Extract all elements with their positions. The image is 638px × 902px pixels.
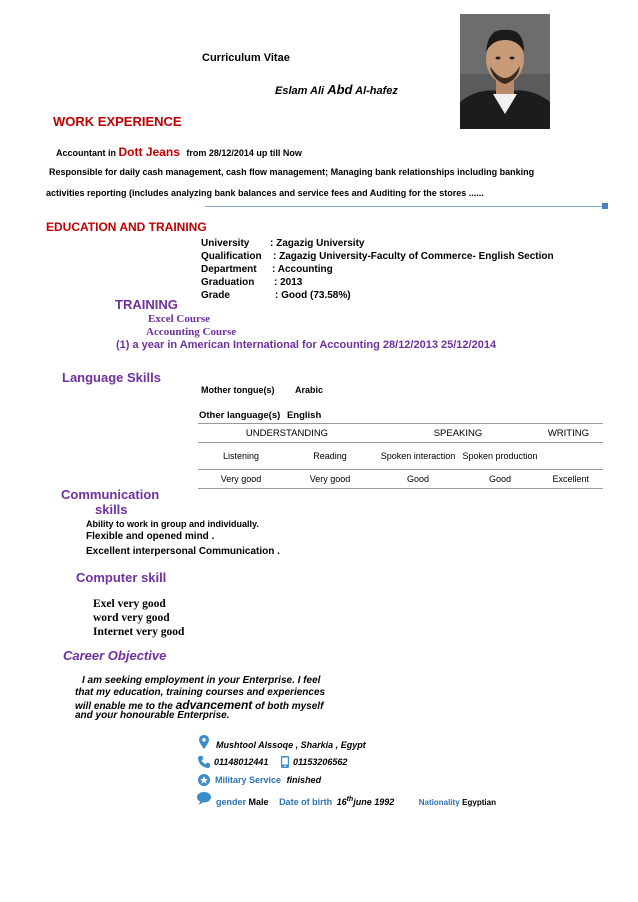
training-course-1: Excel Course xyxy=(148,313,211,325)
training-heading: TRAINING xyxy=(115,297,178,312)
military-service: Military Service finished xyxy=(215,775,322,785)
education-row-graduation: Graduation : 2013 xyxy=(201,277,303,288)
training-detail: (1) a year in American International for Accounting 28/12/2013 25/12/2014 xyxy=(116,339,497,351)
language-skills-heading: Language Skills xyxy=(62,370,161,385)
language-table xyxy=(198,423,603,489)
education-row-university: University : Zagazig University xyxy=(201,238,365,249)
communication-item-1: Ability to work in group and individually. xyxy=(86,519,259,529)
personal-details: gender Male Date of birth 16thjune 1992 Nationality Egyptian xyxy=(216,796,496,807)
job-description-line1: Responsible for daily cash management, cash flow management; Managing bank relationships including banking xyxy=(49,167,535,177)
divider-end-marker xyxy=(602,203,608,209)
career-line-3: will enable me to the advancement of both myself xyxy=(75,698,324,712)
communication-heading-line2: skills xyxy=(95,502,128,517)
education-heading: EDUCATION AND TRAINING xyxy=(46,220,207,234)
other-languages: Other language(s) English xyxy=(199,410,322,421)
sub-spoken-production: Spoken production xyxy=(460,443,540,470)
education-details xyxy=(201,237,554,302)
career-line-1: I am seeking employment in your Enterprise. I feel xyxy=(82,675,321,686)
header-speaking: SPEAKING xyxy=(376,424,540,443)
cv-title: Curriculum Vitae xyxy=(202,52,290,64)
address-text: Mushtool Alssoqe , Sharkia , Egypt xyxy=(216,740,366,750)
career-line-4: and your honourable Enterprise. xyxy=(75,710,230,721)
communication-item-2: Flexible and opened mind . xyxy=(86,531,215,542)
computer-item-1: Exel very good xyxy=(93,598,166,610)
mother-tongue: Mother tongue(s) Arabic xyxy=(201,385,324,395)
communication-heading-line1: Communication xyxy=(61,487,160,502)
header-understanding: UNDERSTANDING xyxy=(198,424,376,443)
sub-reading: Reading xyxy=(284,443,376,470)
sub-spoken-interaction: Spoken interaction xyxy=(376,443,460,470)
education-row-grade: Grade : Good (73.58%) xyxy=(201,290,351,301)
value-interaction: Good xyxy=(376,470,460,489)
training-course-2: Accounting Course xyxy=(146,326,237,338)
communication-item-3: Excellent interpersonal Communication . xyxy=(86,546,280,557)
mobile-phone-icon xyxy=(281,755,289,773)
computer-skill-heading: Computer skill xyxy=(76,570,167,585)
education-row-qualification: Qualification : Zagazig University-Faculty of Commerce- English Section xyxy=(201,251,554,262)
language-table-values-row xyxy=(198,470,603,489)
value-reading: Very good xyxy=(284,470,376,489)
work-experience-heading: WORK EXPERIENCE xyxy=(53,114,182,129)
job-description-line2: activities reporting (includes analyzing bank balances and service fees and Auditing for the stores ...... xyxy=(46,188,484,198)
section-divider xyxy=(205,206,605,207)
chat-bubble-icon xyxy=(197,792,211,810)
computer-item-2: word very good xyxy=(93,612,170,624)
header-writing: WRITING xyxy=(540,424,603,443)
career-objective-heading: Career Objective xyxy=(63,648,167,663)
value-listening: Very good xyxy=(198,470,284,489)
career-line-2: that my education, training courses and experiences xyxy=(75,687,326,698)
computer-item-3: Internet very good xyxy=(93,626,185,638)
education-row-department: Department : Accounting xyxy=(201,264,333,275)
value-production: Good xyxy=(460,470,540,489)
location-pin-icon xyxy=(199,735,209,754)
job-line: Accountant in Dott Jeans from 28/12/2014 up till Now xyxy=(56,145,302,159)
sub-listening: Listening xyxy=(198,443,284,470)
language-table-subheader-row xyxy=(198,443,603,470)
profile-photo xyxy=(460,14,550,129)
person-name: Eslam Ali Abd Al-hafez xyxy=(275,82,398,97)
phone-icon xyxy=(198,755,210,773)
sub-writing-empty xyxy=(540,443,603,470)
value-writing: Excellent xyxy=(540,470,603,489)
phone-1-text: 01148012441 xyxy=(214,757,269,767)
portrait-image xyxy=(460,14,550,129)
language-table-header-row xyxy=(198,424,603,443)
military-icon xyxy=(198,773,210,791)
phone-2-text: 01153206562 xyxy=(293,757,348,767)
